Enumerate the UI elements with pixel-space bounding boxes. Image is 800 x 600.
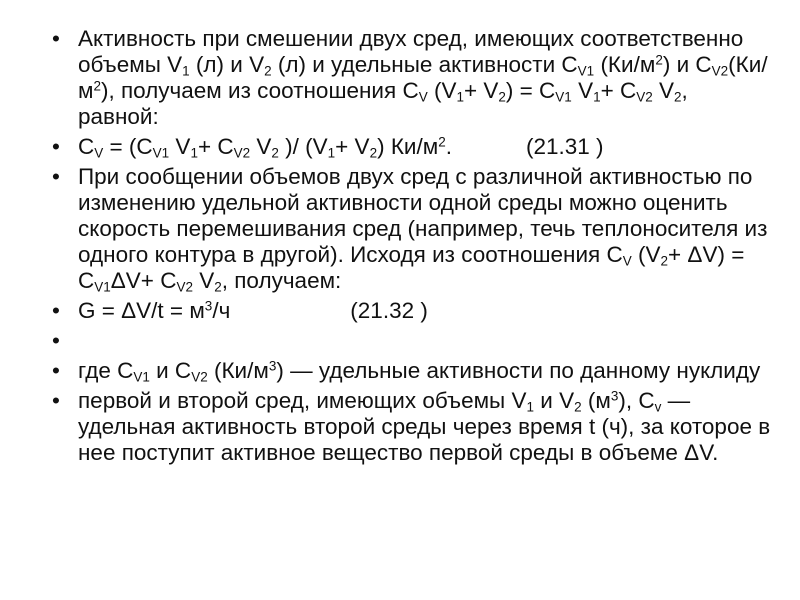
bullet-marker: • [52,358,60,383]
equation-number: (21.32 ) [350,298,428,323]
bullet-marker: • [52,298,60,323]
bullet-marker: • [52,26,60,51]
bullet-item-empty [52,328,772,354]
bullet-list [52,26,772,470]
bullet-marker: • [52,164,60,189]
bullet-item-mixing-activity: • Активность при смешении двух сред, имеющих соответственно объемы $V_1$ (л) и $V_2$ (л) и удельные активности $C_{V1}$ $(Ки/м^2)$ и $C_{V2}(Ки/м^2)$, получаем из соотношения $C_V$ $(V_1+ V_2) = C_{V1}$ $V_1+ C_{V2}$ $V_2$, равной: [52,26,768,129]
equation-number: (21.31 ) [526,134,604,159]
bullet-marker: • [52,388,60,413]
bullet-item-volumes-definition: • первой и второй сред, имеющих объемы $V_1$ и $V_2$ $(м^3)$, $C_v$ — удельная активность второй среды через время t (ч), за которое в нее поступит активное вещество первой среды в объеме ΔV. [52,388,771,465]
bullet-item-specific-activities: • где $C_{V1}$ и $C_{V2}$ $(Ки/м^3)$ — удельные активности по данному нуклиду [52,358,761,385]
bullet-marker: • [52,328,60,353]
bullet-item-mixing-rate: • При сообщении объемов двух сред с различной активностью по изменению удельной активности одной среды можно оценить скорость перемешивания сред (например, течь теплоносителя из одного контура в другой). Исходя из соотношения $C_V$ $(V_2+ \Delta V) = C_{V1}\Delta V+ C_{V2}$ $V_2$, получаем: [52,164,768,295]
bullet-item-formula-21-31: • $C_V = (C_{V1}$ $V_1+ C_{V2}$ $V_2$ )/ $(V_1+ V_2)$ $Ки/м^2$. (21.31 ) [52,134,604,161]
bullet-item-formula-21-32: • $G = \Delta V/t = м^3/ч$ (21.32 ) [52,298,428,323]
bullet-marker: • [52,134,60,159]
